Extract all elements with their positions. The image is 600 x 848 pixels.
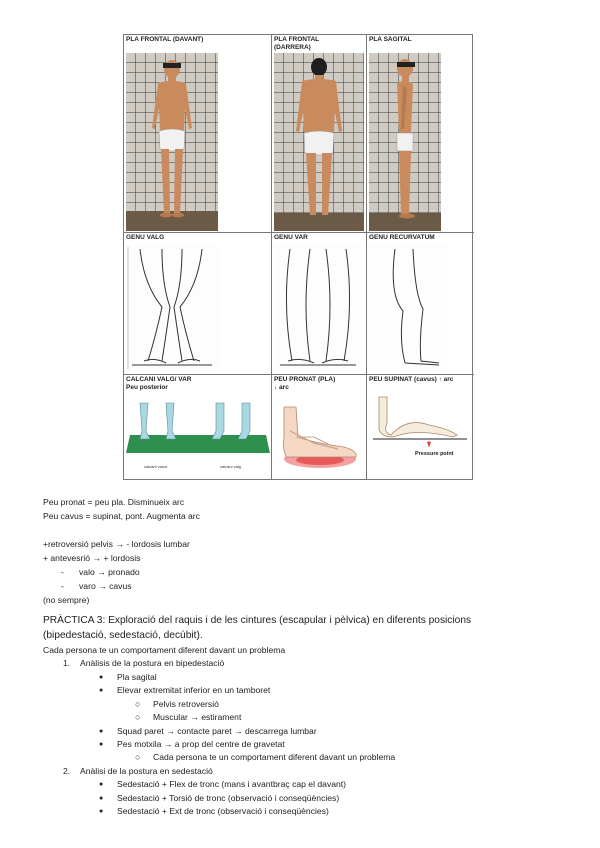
circle-1-2-2: ○ [135, 712, 141, 722]
note-line-2: Peu cavus = supinat, pont. Augmenta arc [43, 511, 200, 521]
header-calcani [126, 376, 269, 391]
item-1-b2-c2: Muscular → estirament [153, 712, 242, 722]
photo-sagittal-posture [369, 53, 441, 231]
practica-title-rest: : Exploració del raquis i de les cintures (escapular i pèlvica) en diferents posicions [102, 615, 472, 626]
circle-1-4-1: ○ [135, 752, 141, 762]
dash-marker-2: - [61, 581, 64, 591]
header-peu-pronat [274, 376, 364, 391]
header-frontal-back [274, 36, 364, 51]
cell-peu-pronat [272, 375, 367, 479]
item-2-b1: Sedestació + Flex de tronc (mans i avantbraç cap el davant) [117, 779, 347, 789]
header-frontal-back-line1: PLA FRONTAL [274, 36, 320, 43]
bullet-1-1: ● [99, 674, 104, 681]
header-calcani-line2: Peu posterior [126, 383, 168, 391]
header-genu-recurvatum: GENU RECURVATUM [369, 234, 435, 241]
drawing-cavus-foot [369, 389, 471, 477]
posture-figure-table [123, 34, 473, 480]
drawing-genu-valg [126, 245, 218, 373]
cell-sagittal [367, 35, 474, 233]
practica-intro: Cada persona te un comportament diferent davant un problema [43, 645, 286, 655]
photo-front-posture [126, 53, 218, 231]
note-dash-2: varo → cavus [79, 581, 132, 591]
drawing-genu-var [274, 245, 362, 373]
cell-genu-var [272, 233, 367, 375]
note-line-3: +retroversió pelvis → - lordosis lumbar [43, 539, 190, 549]
label-calcani-varus: calcani varus [144, 464, 168, 469]
item-1-b4: Pes motxila → a prop del centre de gravetat [117, 739, 285, 749]
circle-1-2-1: ○ [135, 699, 141, 709]
cell-peu-supinat [367, 375, 474, 479]
header-peu-supinat: PEU SUPINAT (cavus) ↑ arc [369, 376, 454, 383]
note-dash-1: valo → pronado [79, 567, 140, 577]
header-genu-var: GENU VAR [274, 234, 308, 241]
number-1: 1. [63, 658, 71, 668]
header-peu-pronat-line1: PEU PRONAT (PLA) [274, 376, 336, 383]
bullet-2-1: ● [99, 781, 104, 788]
practica-title-line2: (bipedestació, sedestació, decúbit). [43, 630, 203, 641]
item-1-b2-c1: Pelvis retroversió [153, 699, 219, 709]
pressure-point-label: Pressure point [415, 451, 454, 457]
item-1: Anàlisis de la postura en bipedestació [80, 658, 225, 668]
label-calcani-valg: calcani valg [220, 464, 241, 469]
bullet-1-4: ● [99, 741, 104, 748]
photo-back-posture [274, 53, 364, 231]
item-2-b2: Sedestació + Torsió de tronc (observació i conseqüències) [117, 793, 340, 803]
note-line-4: + antevesrió → + lordosis [43, 553, 141, 563]
drawing-flat-foot [274, 397, 364, 477]
number-2: 2. [63, 766, 71, 776]
drawing-genu-recurvatum [369, 245, 449, 373]
bullet-2-2: ● [99, 795, 104, 802]
cell-genu-valg [124, 233, 272, 375]
header-genu-valg: GENU VALG [126, 234, 165, 241]
practica-title-bold: PRÀCTICA 3 [43, 615, 103, 626]
header-frontal-back-line2: (DARRERA) [274, 43, 311, 51]
item-1-b3: Squad paret → contacte paret → descarrega lumbar [117, 726, 317, 736]
practica-title [43, 614, 471, 627]
note-line-1: Peu pronat = peu pla. Disminueix arc [43, 497, 185, 507]
item-2-b3: Sedestació + Ext de tronc (observació i conseqüències) [117, 806, 329, 816]
bullet-2-3: ● [99, 808, 104, 815]
header-calcani-line1: CALCANI VALG/ VAR [126, 376, 192, 383]
item-1-b4-c1: Cada persona te un comportament diferent davant un problema [153, 752, 396, 762]
note-line-5: (no sempre) [43, 595, 90, 605]
drawing-calcani [126, 397, 270, 477]
item-2: Anàlisi de la postura en sedestació [80, 766, 213, 776]
bullet-1-2: ● [99, 687, 104, 694]
cell-frontal-front [124, 35, 272, 233]
cell-calcani [124, 375, 272, 479]
header-frontal-front: PLA FRONTAL (DAVANT) [126, 36, 204, 43]
header-peu-pronat-line2: ↓ arc [274, 383, 289, 391]
item-1-b2: Elevar extremitat inferior en un tamboret [117, 685, 271, 695]
cell-frontal-back [272, 35, 367, 233]
dash-marker-1: - [61, 567, 64, 577]
bullet-1-3: ● [99, 728, 104, 735]
item-1-b1: Pla sagital [117, 672, 157, 682]
header-sagittal: PLA SAGITAL [369, 36, 412, 43]
cell-genu-recurvatum [367, 233, 474, 375]
